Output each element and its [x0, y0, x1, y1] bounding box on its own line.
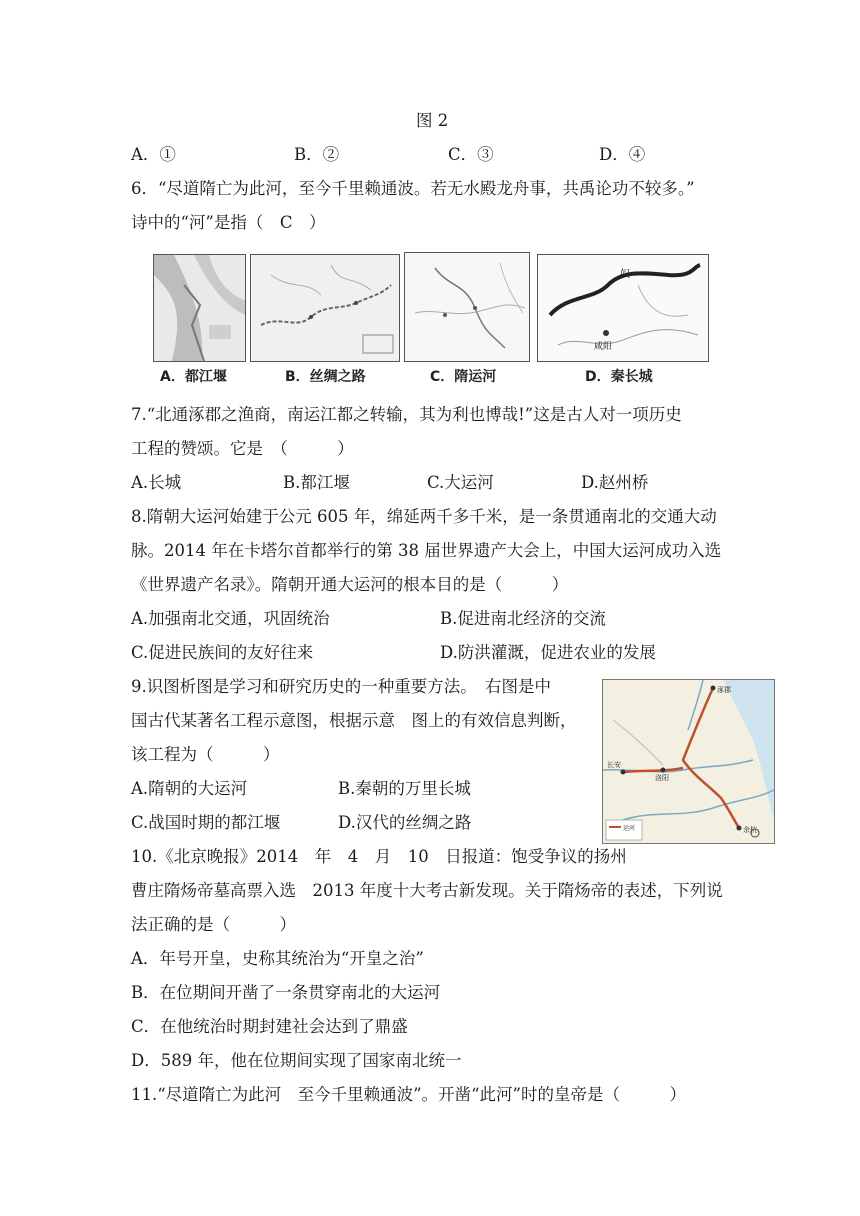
q5-option-b[interactable]: B．②: [294, 145, 340, 164]
q5-option-c[interactable]: C．③: [448, 145, 494, 164]
map-label-changan: 长安: [607, 761, 621, 769]
q11-stem-line1: 11.“尽道隋亡为此河 至今千里赖通波”。开凿“此河”时的皇帝是（ ）: [131, 1085, 686, 1104]
q8-option-c[interactable]: C.促进民族间的友好往来: [131, 643, 314, 662]
q6-caption-b: B．丝绸之路: [285, 369, 366, 385]
q10-stem-line1: 10.《北京晚报》2014 年 4 月 10 日报道：饱受争议的扬州: [131, 847, 627, 866]
q7-option-d[interactable]: D.赵州桥: [581, 473, 649, 492]
q7-option-a[interactable]: A.长城: [131, 473, 182, 492]
map-label-nu: 奴: [620, 269, 630, 280]
q8-stem-line2: 脉。2014 年在卡塔尔首都举行的第 38 届世界遗产大会上，中国大运河成功入选: [131, 541, 722, 560]
legend-label-canal: 运河: [623, 825, 636, 832]
q6-image-b[interactable]: [250, 254, 400, 362]
map-label-luoyang: 洛阳: [655, 774, 669, 782]
q10-stem-line2: 曹庄隋炀帝墓高票入选 2013 年度十大考古新发现。关于隋炀帝的表述，下列说: [131, 881, 723, 900]
sui-canal-map-icon: [405, 253, 529, 361]
dujiangyan-map-icon: [154, 255, 245, 361]
q6-image-d[interactable]: [537, 254, 709, 362]
q5-option-a[interactable]: A．①: [131, 145, 176, 164]
map-label-zhuojun: 涿郡: [717, 686, 731, 694]
q10-option-b[interactable]: B．在位期间开凿了一条贯穿南北的大运河: [131, 983, 441, 1002]
q8-stem-line3: 《世界遗产名录》。隋朝开通大运河的根本目的是（ ）: [131, 575, 569, 594]
map-label-yuhang: 余杭: [743, 826, 757, 834]
q7-option-c[interactable]: C.大运河: [427, 473, 494, 492]
q10-option-a[interactable]: A．年号开皇，史称其统治为“开皇之治”: [131, 949, 424, 968]
q6-caption-c: C．隋运河: [430, 369, 497, 385]
q7-stem-line1: 7.“北通涿郡之渔商，南运江都之转输，其为利也博哉!”这是古人对一项历史: [131, 405, 682, 424]
q9-stem-line1: 9.识图析图是学习和研究历史的一种重要方法。 右图是中: [131, 677, 551, 696]
q9-canal-map[interactable]: [602, 679, 775, 844]
q10-stem-line3: 法正确的是（ ）: [131, 915, 296, 934]
q7-stem-line2: 工程的赞颂。它是 （ ）: [131, 439, 354, 458]
q6-caption-d: D．秦长城: [585, 369, 653, 385]
q6-caption-a: A．都江堰: [160, 369, 227, 385]
q8-stem-line1: 8.隋朝大运河始建于公元 605 年，绵延两千多千米，是一条贯通南北的交通大动: [131, 507, 717, 526]
q9-option-a[interactable]: A.隋朝的大运河: [131, 779, 248, 798]
figure-caption: 图 2: [416, 111, 449, 130]
grand-canal-map-icon: [603, 680, 774, 843]
q6-image-c[interactable]: [404, 252, 530, 362]
q8-option-a[interactable]: A.加强南北交通，巩固统治: [131, 609, 330, 628]
q5-option-d[interactable]: D．④: [599, 145, 646, 164]
q9-option-d[interactable]: D.汉代的丝绸之路: [338, 813, 472, 832]
q9-option-b[interactable]: B.秦朝的万里长城: [338, 779, 471, 798]
q6-image-a[interactable]: [153, 254, 246, 362]
q7-option-b[interactable]: B.都江堰: [283, 473, 350, 492]
q8-option-b[interactable]: B.促进南北经济的交流: [440, 609, 606, 628]
q6-stem-line2: 诗中的“河”是指（ C ）: [131, 213, 326, 232]
silk-road-map-icon: [251, 255, 399, 361]
q9-stem-line2: 国古代某著名工程示意图，根据示意 图上的有效信息判断，: [131, 711, 577, 730]
q10-option-d[interactable]: D．589 年，他在位期间实现了国家南北统一: [131, 1051, 462, 1070]
qin-great-wall-map-icon: [538, 255, 708, 361]
q10-option-c[interactable]: C．在他统治时期封建社会达到了鼎盛: [131, 1017, 408, 1036]
q6-stem-line1: 6．“尽道隋亡为此河，至今千里赖通波。若无水殿龙舟事，共禹论功不较多。”: [131, 179, 695, 198]
q9-option-c[interactable]: C.战国时期的都江堰: [131, 813, 281, 832]
map-label-xianyang: 咸阳: [594, 342, 613, 352]
q8-option-d[interactable]: D.防洪灌溉，促进农业的发展: [440, 643, 656, 662]
q9-stem-line3: 该工程为（ ）: [131, 745, 280, 764]
